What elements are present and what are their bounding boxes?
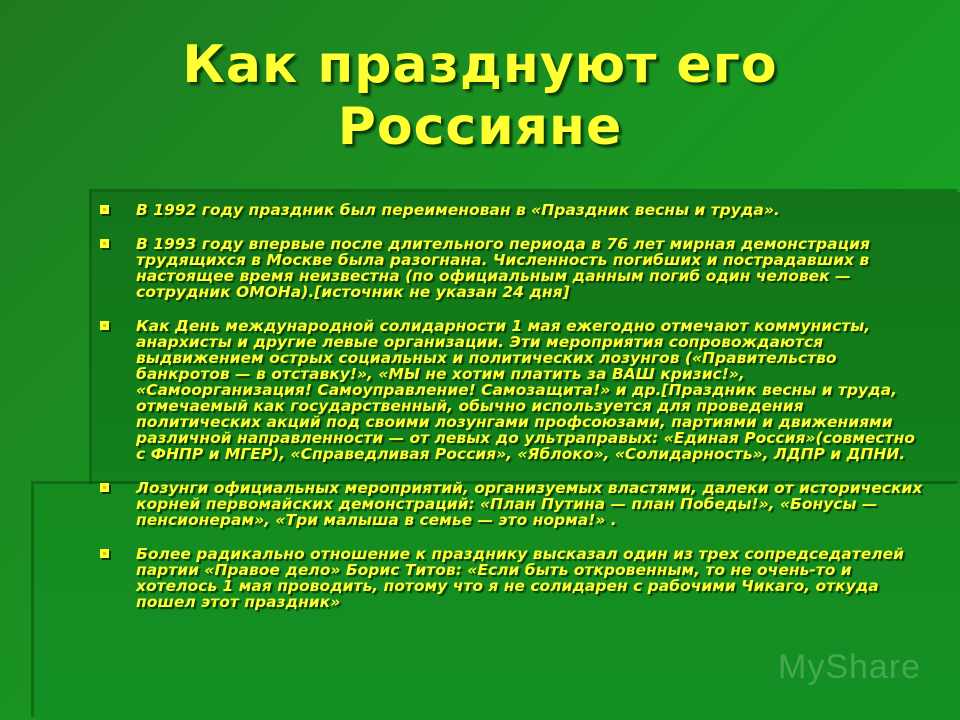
list-item [98,480,924,528]
bullet-text: В 1993 году впервые после длительного периода в 76 лет мирная демонстрация трудящихся в Москве была разогнана. Численность погибших и пострадавших в настоящее время неизвестна (по официальным данным погиб один человек — сотрудник ОМОНа).[источник не указан 24 дня] [136,235,870,301]
title-line-2: Россияне [337,97,623,157]
watermark-logo: MyShare [778,648,922,686]
list-item [98,318,924,462]
title-line-1: Как празднуют его [182,35,778,95]
bullet-list [98,202,924,628]
bullet-icon [100,205,109,214]
list-item [98,236,924,300]
list-item [98,546,924,610]
bullet-icon [100,239,109,248]
list-item [98,202,924,218]
bullet-text: Как День международной солидарности 1 мая ежегодно отмечают коммунисты, анархисты и другие левые организации. Эти мероприятия сопровождаются выдвижением острых социальных и политических лозунгов («Правительство банкротов — в отставку!», «МЫ не хотим платить за ВАШ кризис!», «Самоорганизация! Самоуправление! Самозащита!» и др.[Праздник весны и труда, отмечаемый как государственный, обычно используется для проведения политических акций под своими лозунгами профсоюзами, партиями и движениями различной направленности — от левых до ультраправых: «Единая Россия»(совместно с ФНПР и МГЕР), «Справедливая Россия», «Яблоко», «Солидарность», ЛДПР и ДПНИ. [136,317,915,463]
bullet-icon [100,321,109,330]
bullet-icon [100,483,109,492]
slide-title [0,34,960,158]
bullet-icon [100,549,109,558]
bullet-text: Лозунги официальных мероприятий, организуемых властями, далеки от исторических корней первомайских демонстраций: «План Путина — план Победы!», «Бонусы — пенсионерам», «Три малыша в семье — это норма!» . [136,479,923,529]
bullet-text: Более радикально отношение к празднику высказал один из трех сопредседателей партии «Правое дело» Борис Титов: «Если быть откровенным, то не очень-то и хотелось 1 мая проводить, потому что я не солидарен с рабочими Чикаго, откуда пошел этот праздник» [136,545,904,611]
bullet-text: В 1992 году праздник был переименован в «Праздник весны и труда». [136,201,780,219]
